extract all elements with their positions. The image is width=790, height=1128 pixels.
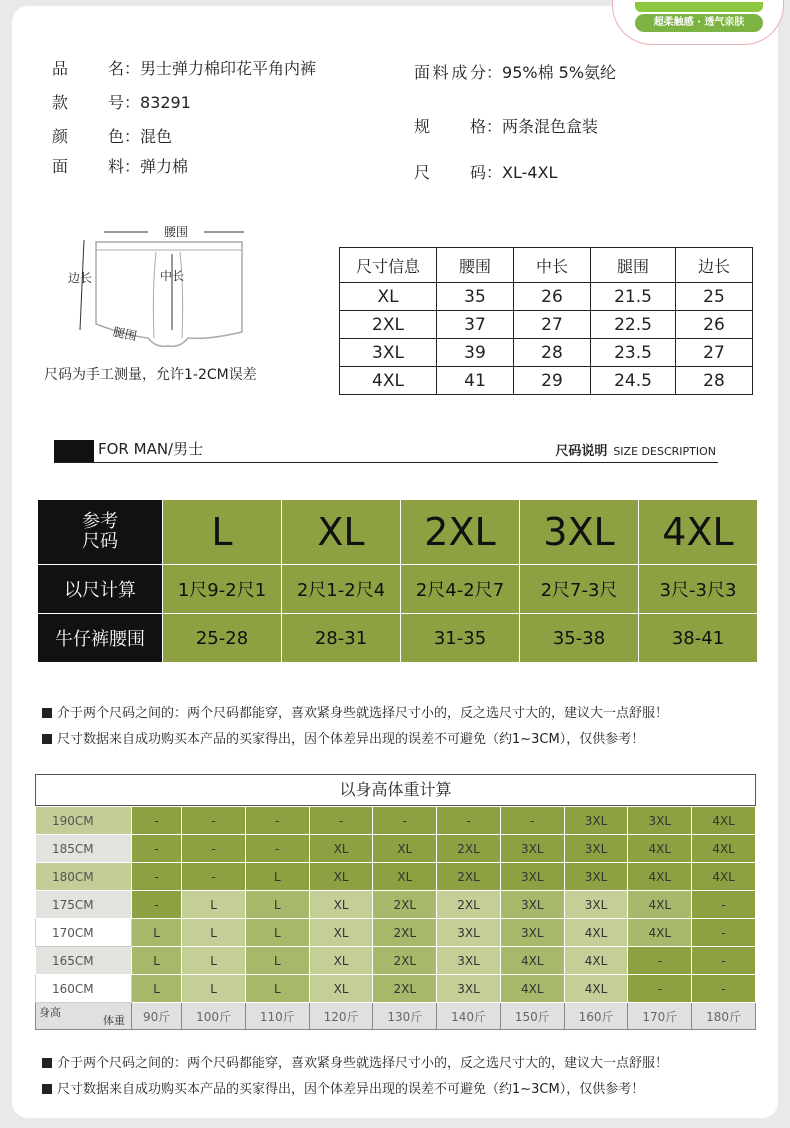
info-size-label: 尺 码 <box>414 163 486 182</box>
ref-cell: 35-38 <box>520 614 639 663</box>
ref-row-label: 牛仔裤腰围 <box>38 614 163 663</box>
section-title: FOR MAN/男士 <box>98 440 204 458</box>
size-recommendation-cell: - <box>182 863 246 891</box>
brand-logo <box>612 0 784 45</box>
size-header-cell: 中长 <box>514 248 591 283</box>
height-row <box>36 919 756 947</box>
size-recommendation-cell: L <box>245 863 309 891</box>
size-recommendation-cell: L <box>182 975 246 1003</box>
height-label: 170CM <box>36 919 132 947</box>
height-row <box>36 863 756 891</box>
weight-cell: 90斤 <box>132 1003 182 1030</box>
size-table-header <box>340 248 753 283</box>
size-recommendation-cell: 2XL <box>373 975 437 1003</box>
size-recommendation-cell: 3XL <box>437 919 501 947</box>
size-cell: 27 <box>514 311 591 339</box>
size-recommendation-cell: - <box>132 807 182 835</box>
note-item: 介于两个尺码之间的：两个尺码都能穿，喜欢紧身些就选择尺寸小的，反之选尺寸大的，建议大一点舒服！ <box>42 1052 668 1071</box>
size-recommendation-cell: - <box>132 863 182 891</box>
size-recommendation-cell: - <box>692 975 756 1003</box>
size-recommendation-cell: - <box>132 891 182 919</box>
size-cell: 22.5 <box>591 311 676 339</box>
size-cell: 37 <box>437 311 514 339</box>
height-table-title: 以身高体重计算 <box>35 774 756 806</box>
reference-size-table <box>37 499 758 663</box>
size-table-row <box>340 283 753 311</box>
info-name-label: 品 名 <box>52 59 124 78</box>
height-row <box>36 891 756 919</box>
size-table-row <box>340 367 753 395</box>
size-recommendation-cell: 4XL <box>500 947 564 975</box>
ref-cell: 2尺1-2尺4 <box>282 565 401 614</box>
size-recommendation-cell: 3XL <box>628 807 692 835</box>
logo-badge: 超柔触感 · 透气亲肤 <box>635 14 763 32</box>
ref-cell: 28-31 <box>282 614 401 663</box>
size-header-cell: 尺寸信息 <box>340 248 437 283</box>
size-recommendation-cell: - <box>132 835 182 863</box>
ref-cell: 38-41 <box>639 614 758 663</box>
logo-top-band <box>635 2 763 12</box>
info-no-value: 83291 <box>140 93 191 112</box>
corner-height-label: 身高 <box>39 1006 61 1019</box>
size-recommendation-cell: - <box>692 919 756 947</box>
size-recommendation-cell: 3XL <box>437 975 501 1003</box>
size-recommendation-cell: 4XL <box>628 891 692 919</box>
info-spec-label: 规 格 <box>414 117 486 136</box>
size-recommendation-cell: L <box>245 891 309 919</box>
height-label: 160CM <box>36 975 132 1003</box>
ref-head-label <box>38 500 163 565</box>
thigh-label: 腿围 <box>111 324 139 344</box>
section-header <box>54 436 718 463</box>
height-row <box>36 975 756 1003</box>
size-recommendation-cell: 4XL <box>564 919 628 947</box>
ref-cell: 31-35 <box>401 614 520 663</box>
size-recommendation-cell: XL <box>309 947 373 975</box>
ref-row-sizes <box>38 500 758 565</box>
info-fabric-value: 弹力棉 <box>140 157 189 176</box>
size-recommendation-cell: - <box>437 807 501 835</box>
info-size: 尺 码：XL-4XL <box>414 160 557 183</box>
size-cell: 35 <box>437 283 514 311</box>
ref-cell: 3尺-3尺3 <box>639 565 758 614</box>
info-size-value: XL-4XL <box>502 163 558 182</box>
size-header-cell: 腰围 <box>437 248 514 283</box>
size-recommendation-cell: 3XL <box>564 835 628 863</box>
weight-row <box>36 1003 756 1030</box>
weight-cell: 180斤 <box>692 1003 756 1030</box>
info-comp-label: 面料成分 <box>414 63 486 82</box>
ref-size-cell: L <box>163 500 282 565</box>
info-fabric: 面 料：弹力棉 <box>52 154 188 177</box>
size-cell: 41 <box>437 367 514 395</box>
ref-head-text: 参考 尺码 <box>82 511 118 552</box>
note-item: 介于两个尺码之间的：两个尺码都能穿，喜欢紧身些就选择尺寸小的，反之选尺寸大的，建议大一点舒服！ <box>42 702 668 721</box>
size-recommendation-cell: L <box>245 919 309 947</box>
measure-note: 尺码为手工测量，允许1-2CM误差 <box>44 367 257 383</box>
size-recommendation-cell: 4XL <box>692 863 756 891</box>
weight-cell: 150斤 <box>500 1003 564 1030</box>
size-recommendation-cell: L <box>132 947 182 975</box>
size-recommendation-cell: - <box>628 947 692 975</box>
ref-cell: 2尺4-2尺7 <box>401 565 520 614</box>
size-recommendation-cell: 2XL <box>373 947 437 975</box>
height-label: 185CM <box>36 835 132 863</box>
height-label: 190CM <box>36 807 132 835</box>
size-recommendation-cell: XL <box>309 975 373 1003</box>
size-table <box>339 247 753 395</box>
size-recommendation-cell: - <box>245 807 309 835</box>
size-cell: 27 <box>676 339 753 367</box>
size-recommendation-cell: 3XL <box>564 807 628 835</box>
size-recommendation-cell: 2XL <box>373 919 437 947</box>
size-recommendation-cell: 4XL <box>692 807 756 835</box>
size-recommendation-cell: 4XL <box>628 835 692 863</box>
size-cell: 23.5 <box>591 339 676 367</box>
ref-size-cell: 4XL <box>639 500 758 565</box>
weight-cell: 120斤 <box>309 1003 373 1030</box>
ref-row-jeans <box>38 614 758 663</box>
size-recommendation-cell: 3XL <box>564 891 628 919</box>
size-recommendation-cell: - <box>245 835 309 863</box>
size-cell: 26 <box>514 283 591 311</box>
info-color-value: 混色 <box>140 127 173 146</box>
size-recommendation-cell: 4XL <box>692 835 756 863</box>
size-recommendation-cell: 4XL <box>628 919 692 947</box>
size-recommendation-cell: L <box>245 975 309 1003</box>
height-weight-grid <box>35 806 756 1030</box>
size-cell: 2XL <box>340 311 437 339</box>
info-composition: 面料成分：95%棉 5%氨纶 <box>414 60 616 83</box>
size-recommendation-cell: L <box>182 947 246 975</box>
info-color: 颜 色：混色 <box>52 124 172 147</box>
height-label: 165CM <box>36 947 132 975</box>
size-recommendation-cell: L <box>182 891 246 919</box>
size-header-cell: 边长 <box>676 248 753 283</box>
size-recommendation-cell: L <box>132 975 182 1003</box>
seam-lines <box>153 252 185 338</box>
size-recommendation-cell: 3XL <box>500 891 564 919</box>
size-table-row <box>340 311 753 339</box>
section-subtitle <box>555 440 716 459</box>
info-spec-value: 两条混色盒装 <box>502 117 599 136</box>
weight-cell: 170斤 <box>628 1003 692 1030</box>
size-recommendation-cell: 3XL <box>500 919 564 947</box>
info-no: 款 号：83291 <box>52 90 191 113</box>
weight-cell: 110斤 <box>245 1003 309 1030</box>
ref-size-cell: 3XL <box>520 500 639 565</box>
weight-cell: 100斤 <box>182 1003 246 1030</box>
size-recommendation-cell: 4XL <box>564 975 628 1003</box>
info-color-label: 颜 色 <box>52 127 124 146</box>
size-cell: 39 <box>437 339 514 367</box>
info-comp-value: 95%棉 5%氨纶 <box>502 63 617 82</box>
size-recommendation-cell: 3XL <box>500 835 564 863</box>
size-cell: 24.5 <box>591 367 676 395</box>
weight-cell: 130斤 <box>373 1003 437 1030</box>
size-recommendation-cell: 2XL <box>437 835 501 863</box>
height-row <box>36 835 756 863</box>
size-recommendation-cell: 4XL <box>500 975 564 1003</box>
side-line <box>80 240 84 330</box>
waist-label: 腰围 <box>163 225 189 239</box>
info-no-label: 款 号 <box>52 93 124 112</box>
size-cell: 29 <box>514 367 591 395</box>
size-header-cell: 腿围 <box>591 248 676 283</box>
size-recommendation-cell: 3XL <box>437 947 501 975</box>
note-item: 尺寸数据来自成功购买本产品的买家得出，因个体差异出现的误差不可避免（约1~3CM），仅供参考！ <box>42 728 644 747</box>
size-recommendation-cell: - <box>500 807 564 835</box>
underwear-diagram <box>68 220 258 355</box>
weight-cell: 160斤 <box>564 1003 628 1030</box>
size-cell: 25 <box>676 283 753 311</box>
size-recommendation-cell: - <box>692 891 756 919</box>
height-row <box>36 947 756 975</box>
size-recommendation-cell: XL <box>309 891 373 919</box>
size-recommendation-cell: 4XL <box>628 863 692 891</box>
size-cell: 4XL <box>340 367 437 395</box>
size-recommendation-cell: 4XL <box>564 947 628 975</box>
size-recommendation-cell: 2XL <box>437 863 501 891</box>
size-recommendation-cell: - <box>692 947 756 975</box>
size-cell: 28 <box>676 367 753 395</box>
size-recommendation-cell: XL <box>309 835 373 863</box>
info-spec: 规 格：两条混色盒装 <box>414 114 598 137</box>
ref-cell: 2尺7-3尺 <box>520 565 639 614</box>
side-label: 边长 <box>68 271 93 285</box>
ref-row-chi <box>38 565 758 614</box>
size-recommendation-cell: - <box>182 807 246 835</box>
info-fabric-label: 面 料 <box>52 157 124 176</box>
size-cell: 28 <box>514 339 591 367</box>
size-cell: XL <box>340 283 437 311</box>
size-recommendation-cell: L <box>182 919 246 947</box>
section-marker <box>54 440 94 462</box>
corner-weight-label: 体重 <box>103 1014 125 1027</box>
info-name-value: 男士弹力棉印花平角内裤 <box>140 59 317 78</box>
size-cell: 3XL <box>340 339 437 367</box>
ref-cell: 25-28 <box>163 614 282 663</box>
size-table-row <box>340 339 753 367</box>
size-recommendation-cell: 2XL <box>373 891 437 919</box>
size-recommendation-cell: XL <box>309 863 373 891</box>
size-recommendation-cell: L <box>245 947 309 975</box>
note-item: 尺寸数据来自成功购买本产品的买家得出，因个体差异出现的误差不可避免（约1~3CM），仅供参考！ <box>42 1078 644 1097</box>
height-weight-table <box>35 774 756 1030</box>
rise-label: 中长 <box>159 269 185 283</box>
ref-size-cell: 2XL <box>401 500 520 565</box>
size-recommendation-cell: XL <box>373 835 437 863</box>
size-recommendation-cell: 2XL <box>437 891 501 919</box>
size-recommendation-cell: - <box>373 807 437 835</box>
size-recommendation-cell: - <box>182 835 246 863</box>
size-recommendation-cell: XL <box>373 863 437 891</box>
size-recommendation-cell: 3XL <box>564 863 628 891</box>
height-label: 175CM <box>36 891 132 919</box>
size-recommendation-cell: L <box>132 919 182 947</box>
section-subtitle-cn: 尺码说明 <box>555 444 608 459</box>
size-recommendation-cell: 3XL <box>500 863 564 891</box>
ref-cell: 1尺9-2尺1 <box>163 565 282 614</box>
ref-size-cell: XL <box>282 500 401 565</box>
ref-row-label: 以尺计算 <box>38 565 163 614</box>
height-row <box>36 807 756 835</box>
height-label: 180CM <box>36 863 132 891</box>
size-recommendation-cell: - <box>309 807 373 835</box>
size-recommendation-cell: XL <box>309 919 373 947</box>
size-recommendation-cell: - <box>628 975 692 1003</box>
size-cell: 21.5 <box>591 283 676 311</box>
corner-cell <box>36 1003 132 1030</box>
size-cell: 26 <box>676 311 753 339</box>
section-subtitle-en: SIZE DESCRIPTION <box>613 445 716 458</box>
weight-cell: 140斤 <box>437 1003 501 1030</box>
info-name: 品 名：男士弹力棉印花平角内裤 <box>52 56 316 79</box>
